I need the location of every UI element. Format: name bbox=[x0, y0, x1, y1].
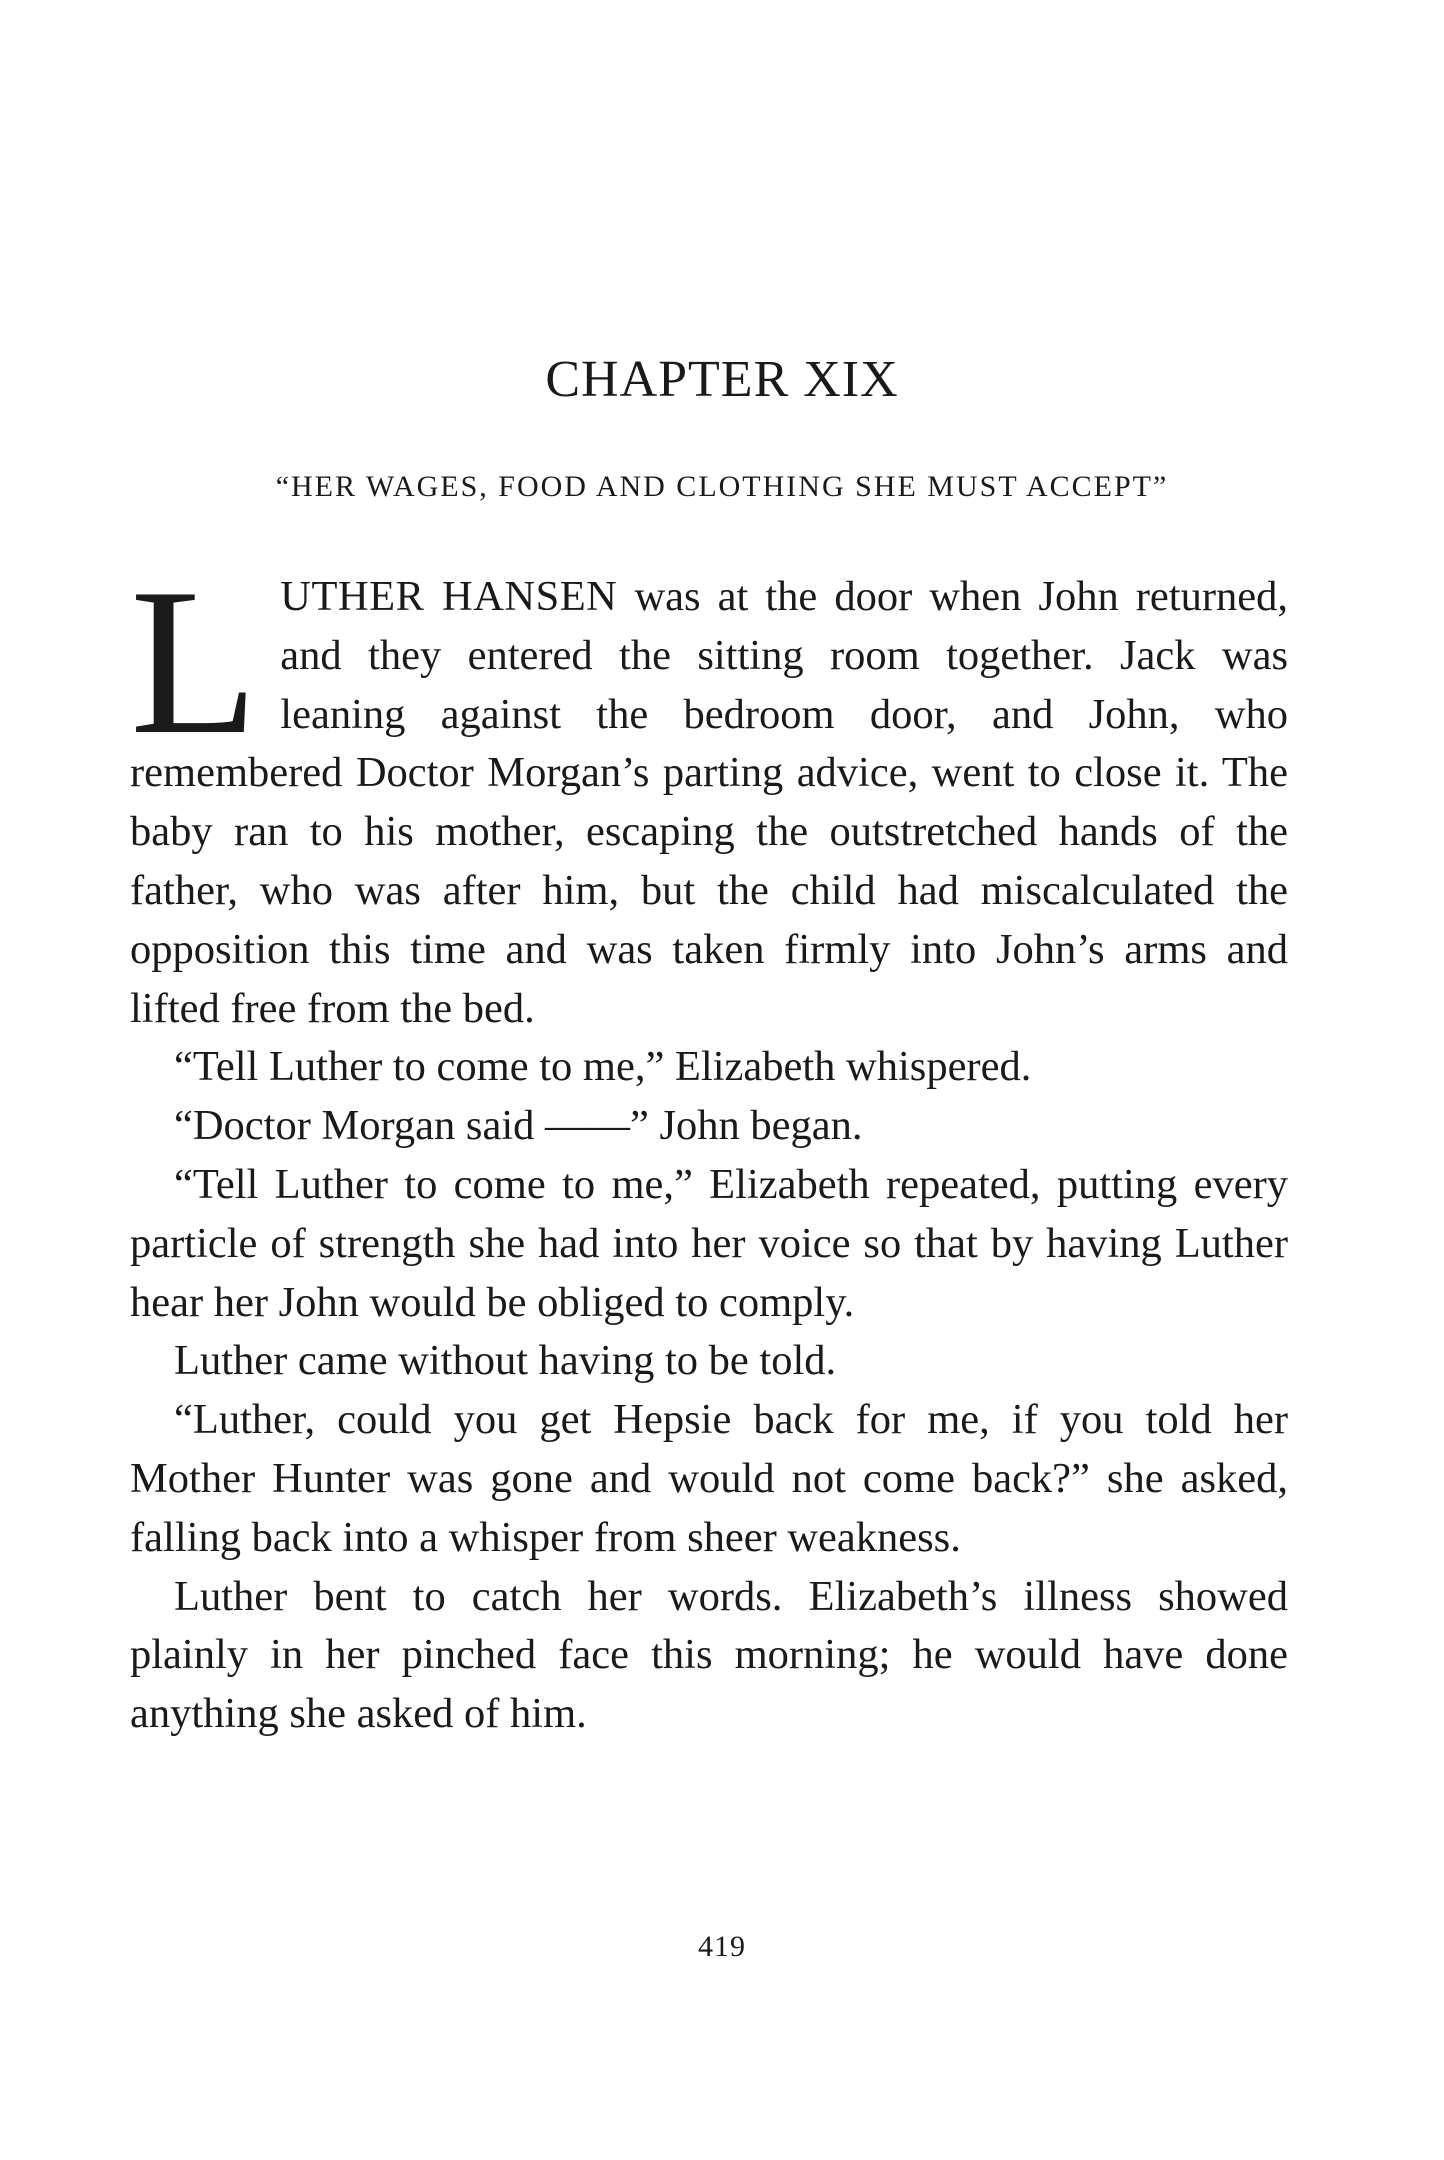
paragraph-7: Luther bent to catch her words. Elizabeth’s illness showed plainly in her pinched face this morning; he would have done anything she asked of him. bbox=[130, 1572, 1288, 1738]
chapter-subtitle: “HER WAGES, FOOD AND CLOTHING SHE MUST ACCEPT” bbox=[275, 470, 1169, 503]
paragraph-6: “Luther, could you get Hepsie back for me, if you told her Mother Hunter was gone and would not come back?” she asked, falling back into a whisper from sheer weakness. bbox=[130, 1396, 1288, 1561]
paragraph-5: Luther came without having to be told. bbox=[174, 1337, 837, 1385]
chapter-title: CHAPTER XIX bbox=[545, 351, 899, 408]
lead-caps: UTHER HANSEN bbox=[280, 573, 618, 620]
paragraph-1 bbox=[130, 546, 1288, 1038]
paragraph-3: “Doctor Morgan said ——” John began. bbox=[174, 1102, 863, 1150]
paragraph-1-text: was at the door when John returned, and they entered the sitting room together. Jack was leaning against the bedroom door, and John, who remembered Doctor Morgan’s parting advice, went to close it. The baby ran to his mother, escaping the outstretched hands of the father, who was after him, but the child had miscalculated the opposition this time and was taken firmly into John’s arms and lifted free from the bed. bbox=[130, 573, 1288, 1032]
body-text bbox=[130, 546, 1288, 1744]
paragraph-2: “Tell Luther to come to me,” Elizabeth whispered. bbox=[174, 1043, 1032, 1091]
page-number: 419 bbox=[698, 1930, 746, 1963]
paragraph-4: “Tell Luther to come to me,” Elizabeth repeated, putting every particle of strength she had into her voice so that by having Luther hear her John would be obliged to comply. bbox=[130, 1160, 1288, 1326]
drop-cap: L bbox=[130, 546, 259, 778]
